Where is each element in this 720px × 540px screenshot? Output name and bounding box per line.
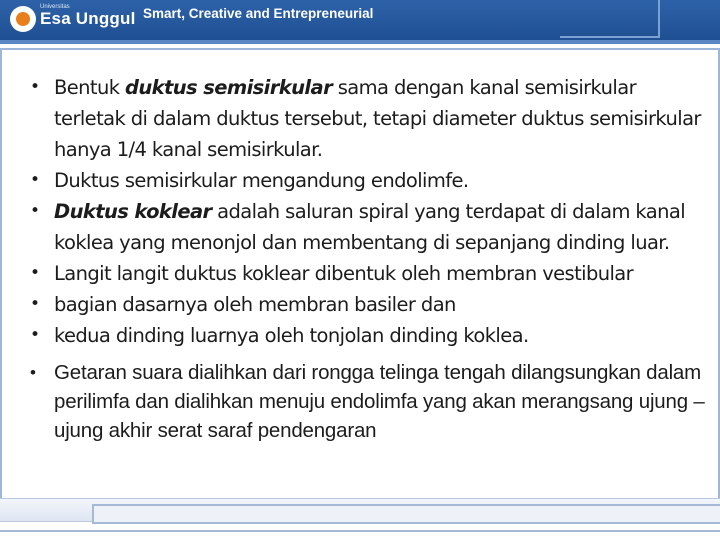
bullet-icon: • [30,201,40,221]
logo-text: Esa Unggul [40,9,136,28]
bullet-icon: • [30,325,40,345]
header-decoration [560,0,660,38]
slide-frame-top [0,48,720,50]
list-item-text: Bentuk [54,76,126,99]
list-item [30,358,710,445]
slide-frame-left [0,48,2,518]
list-item-text: adalah saluran spiral yang terdapat di dalam kanal koklea yang menonjol dan membentang di sepanjang dinding luar. [54,200,686,254]
list-item-text: kedua dinding luarnya oleh tonjolan dinding koklea. [54,324,529,347]
list-item-text: Langit langit duktus koklear dibentuk oleh membran vestibular [54,262,634,285]
header-accent-line [0,40,720,44]
bullet-list [30,72,710,445]
bullet-icon: • [30,77,40,97]
bullet-icon: • [30,170,40,190]
footer-line [0,530,720,532]
list-item [30,165,710,196]
slide-content [30,72,710,445]
bullet-icon: • [30,363,36,382]
list-item-text: sama dengan kanal semisirkular terletak di dalam duktus tersebut, tetapi diameter duktus semisirkular hanya 1/4 kanal semisirkular. [54,76,701,161]
list-item [30,72,710,165]
list-item-emphasis: duktus semisirkular [125,76,333,99]
list-item [30,196,710,258]
list-item-text: Getaran suara dialihkan dari rongga telinga tengah dilangsungkan dalam perilimfa dan dialihkan menuju endolimfa yang akan merangsang ujung – ujung akhir serat saraf pendengaran [54,361,705,442]
list-item [30,258,710,289]
header-tagline: Smart, Creative and Entrepreneurial [143,6,374,21]
list-item [30,320,710,351]
bullet-icon: • [30,294,40,314]
bullet-icon: • [30,263,40,283]
header-bar [0,0,720,40]
logo-subtext: Universitas [40,4,70,10]
list-item-text: Duktus semisirkular mengandung endolimfe. [54,169,469,192]
list-item [30,289,710,320]
footer-decoration [92,504,720,524]
list-item-text: bagian dasarnya oleh membran basiler dan [54,293,456,316]
university-logo-icon [10,6,36,32]
list-item-emphasis: Duktus koklear [54,200,212,223]
